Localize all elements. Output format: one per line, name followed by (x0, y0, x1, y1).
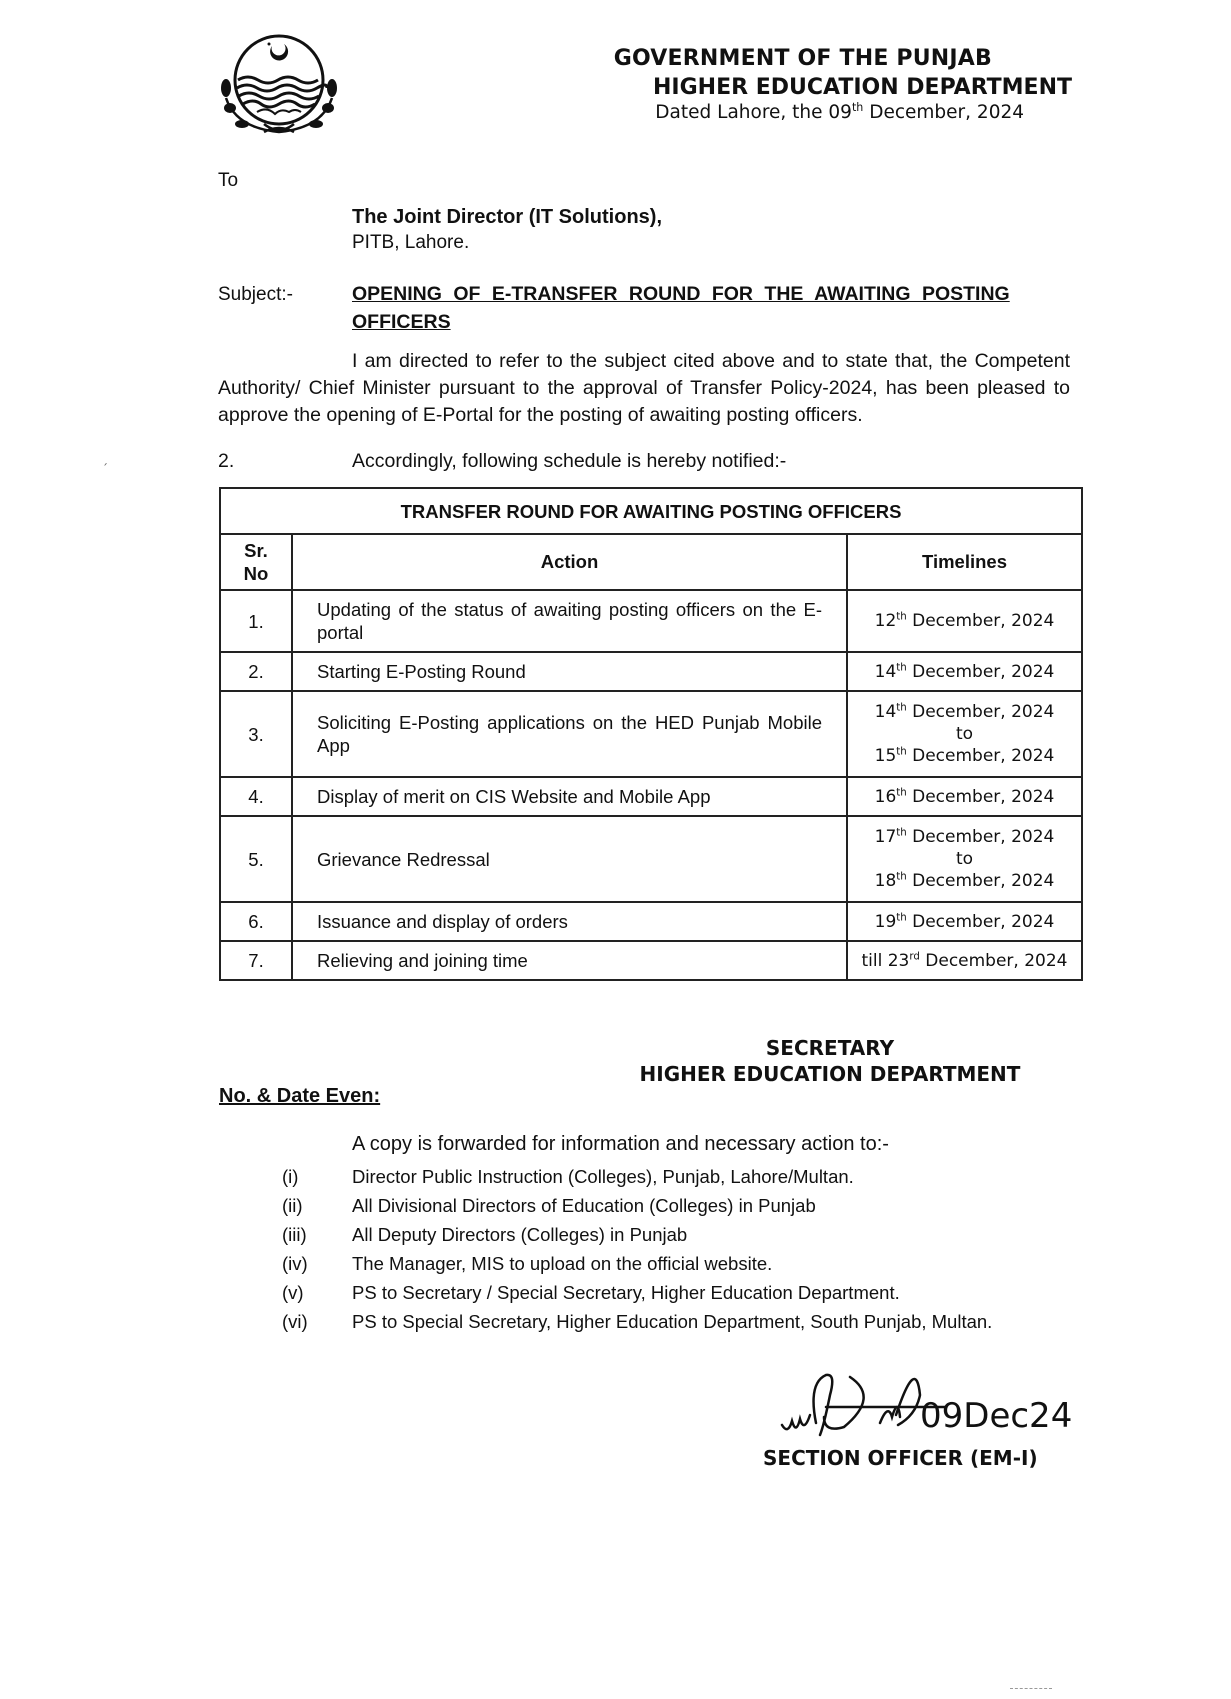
copy-recipient-text: PS to Special Secretary, Higher Education Department, South Punjab, Multan. (352, 1311, 993, 1332)
copy-forwarded-intro: A copy is forwarded for information and necessary action to:- (352, 1133, 889, 1155)
table-row (220, 691, 1082, 777)
cell-action: Grievance Redressal (292, 816, 847, 902)
margin-mark: ˊ (102, 462, 108, 476)
timeline-month-year: December, 2024 (906, 661, 1055, 682)
timeline-ordinal: th (896, 871, 907, 883)
timeline-line (848, 786, 1081, 808)
secretary-title (600, 1035, 1060, 1087)
secretary-title-line-1: SECRETARY (765, 1036, 895, 1060)
timeline-day: 17 (874, 827, 897, 847)
table-row (220, 652, 1082, 691)
table-row (220, 816, 1082, 902)
copy-recipient-item (282, 1311, 1082, 1335)
cell-sr-no: 6. (220, 902, 292, 941)
timeline-day: to (955, 849, 974, 869)
timeline-day: 18 (874, 871, 897, 891)
table-row (220, 777, 1082, 816)
timeline-month-year: December, 2024 (906, 746, 1055, 766)
column-header-action: Action (292, 534, 847, 590)
timeline-day: 12 (874, 611, 897, 631)
copy-recipient-text: All Deputy Directors (Colleges) in Punjab (352, 1224, 688, 1245)
timeline-day: to (955, 724, 974, 744)
copy-recipient-item (282, 1195, 1082, 1219)
timeline-line (848, 870, 1081, 892)
copy-recipient-item (282, 1224, 1082, 1248)
cell-sr-no: 5. (220, 816, 292, 902)
government-heading: GOVERNMENT OF THE PUNJAB (613, 46, 992, 71)
cell-timeline (847, 941, 1082, 980)
copy-recipient-number: (iv) (282, 1253, 308, 1274)
timeline-line (848, 848, 1081, 870)
timeline-ordinal: th (896, 611, 907, 623)
body-paragraph-2: Accordingly, following schedule is hereby notified:- (352, 450, 787, 472)
timeline-ordinal: rd (909, 950, 920, 962)
timeline-ordinal: th (896, 911, 907, 923)
body-paragraph-1: I am directed to refer to the subject cited above and to state that, the Competent Authority/ Chief Minister pursuant to the approval of Transfer Policy-2024, has been pleased to approve the opening of E-Portal for the posting of awaiting posting officers. (218, 350, 1070, 426)
signatory-designation: SECTION OFFICER (EM-I) (763, 1446, 1038, 1470)
reference-line: No. & Date Even: (219, 1085, 381, 1107)
scan-marker (1010, 1688, 1052, 1699)
timeline-month-year: December, 2024 (906, 611, 1055, 631)
timeline-day: 15 (874, 746, 897, 766)
copy-recipient-text: PS to Secretary / Special Secretary, Higher Education Department. (352, 1282, 900, 1303)
cell-action: Relieving and joining time (292, 941, 847, 980)
cell-action: Soliciting E-Posting applications on the HED Punjab Mobile App (292, 691, 847, 777)
cell-timeline (847, 816, 1082, 902)
timeline-ordinal: th (896, 661, 907, 673)
timeline-line (848, 701, 1081, 723)
timeline-day: till 23 (861, 950, 910, 971)
cell-action: Display of merit on CIS Website and Mobile App (292, 777, 847, 816)
column-header-sr-no-text: Sr. No (243, 540, 269, 584)
copy-recipient-item (282, 1282, 1082, 1306)
copy-recipient-text: Director Public Instruction (Colleges), Punjab, Lahore/Multan. (352, 1166, 854, 1187)
timeline-month-year: December, 2024 (919, 950, 1068, 971)
timeline-month-year: December, 2024 (906, 786, 1055, 807)
date-sup: th (851, 100, 864, 114)
signature-date: 09Dec24 (920, 1396, 1073, 1436)
cell-action: Issuance and display of orders (292, 902, 847, 941)
cell-action: Updating of the status of awaiting posting officers on the E-portal (292, 590, 847, 652)
date-prefix: Dated Lahore, the 09 (655, 102, 852, 123)
cell-sr-no: 1. (220, 590, 292, 652)
table-row (220, 941, 1082, 980)
table-title-row (220, 488, 1082, 534)
timeline-day: 14 (874, 661, 897, 682)
table-header-row (220, 534, 1082, 590)
copy-recipient-number: (vi) (282, 1311, 308, 1332)
table-title: TRANSFER ROUND FOR AWAITING POSTING OFFICERS (220, 488, 1082, 534)
timeline-line (848, 911, 1081, 933)
schedule-table (219, 487, 1083, 981)
copy-recipient-number: (i) (282, 1166, 299, 1187)
to-label: To (218, 170, 239, 191)
timeline-line (848, 950, 1081, 972)
cell-sr-no: 3. (220, 691, 292, 777)
letter-date (520, 102, 1024, 123)
secretary-title-line-2: HIGHER EDUCATION DEPARTMENT (639, 1062, 1021, 1086)
cell-timeline (847, 902, 1082, 941)
timeline-month-year: December, 2024 (906, 911, 1055, 932)
timeline-day: 14 (874, 702, 897, 722)
timeline-ordinal: th (896, 786, 907, 798)
column-header-sr-no (220, 534, 292, 590)
timeline-line (848, 826, 1081, 848)
subject-text: OPENING OF E-TRANSFER ROUND FOR THE AWAITING POSTING OFFICERS (352, 283, 1010, 333)
addressee-name: The Joint Director (IT Solutions), (352, 206, 662, 228)
handwritten-signature-icon (770, 1365, 1080, 1455)
timeline-line (848, 661, 1081, 683)
copy-recipient-text: The Manager, MIS to upload on the official website. (352, 1253, 773, 1274)
timeline-month-year: December, 2024 (906, 827, 1055, 847)
copy-recipient-item (282, 1253, 1082, 1277)
copy-recipient-item (282, 1166, 1082, 1190)
copy-recipient-number: (v) (282, 1282, 304, 1303)
date-suffix: December, 2024 (863, 102, 1024, 123)
cell-action: Starting E-Posting Round (292, 652, 847, 691)
column-header-timelines: Timelines (847, 534, 1082, 590)
table-row (220, 902, 1082, 941)
timeline-day: 19 (874, 911, 897, 932)
subject-label: Subject:- (218, 284, 293, 305)
copy-recipient-text: All Divisional Directors of Education (Colleges) in Punjab (352, 1195, 816, 1216)
cell-sr-no: 4. (220, 777, 292, 816)
cell-timeline (847, 777, 1082, 816)
timeline-line (848, 745, 1081, 767)
timeline-ordinal: th (896, 827, 907, 839)
addressee-organization: PITB, Lahore. (352, 232, 470, 253)
cell-timeline (847, 652, 1082, 691)
timeline-day: 16 (874, 786, 897, 807)
punjab-emblem-icon (212, 28, 347, 148)
department-heading (520, 75, 1072, 100)
timeline-month-year: December, 2024 (906, 871, 1055, 891)
paragraph-2-number: 2. (218, 450, 235, 472)
timeline-ordinal: th (896, 702, 907, 714)
schedule-body (220, 590, 1082, 980)
table-row (220, 590, 1082, 652)
department-heading-text: HIGHER EDUCATION DEPARTMENT (653, 75, 1072, 100)
cell-timeline (847, 691, 1082, 777)
timeline-line (848, 723, 1081, 745)
timeline-ordinal: th (896, 746, 907, 758)
copy-recipient-number: (iii) (282, 1224, 307, 1245)
timeline-month-year: December, 2024 (906, 702, 1055, 722)
cell-sr-no: 2. (220, 652, 292, 691)
cell-sr-no: 7. (220, 941, 292, 980)
copy-recipient-number: (ii) (282, 1195, 303, 1216)
cell-timeline (847, 590, 1082, 652)
timeline-line (848, 610, 1081, 632)
